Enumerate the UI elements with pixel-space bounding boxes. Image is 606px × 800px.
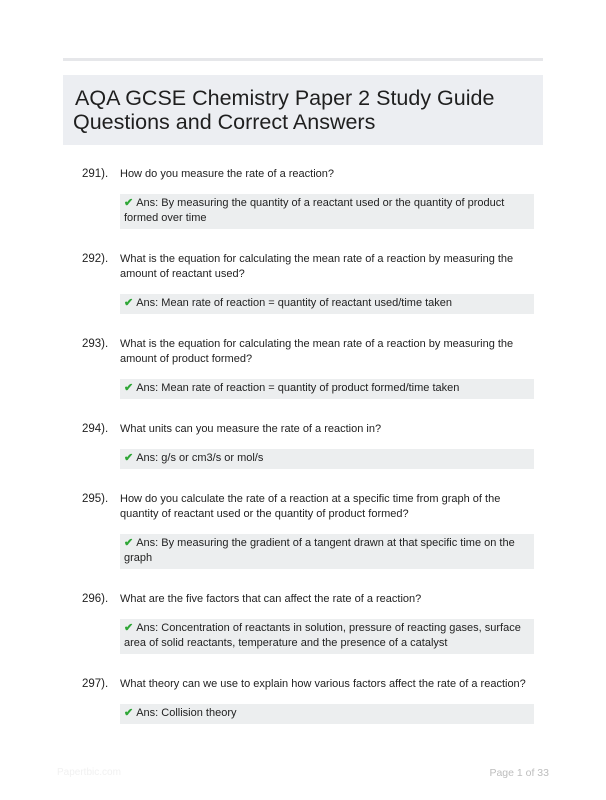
answer-text: Ans: Mean rate of reaction = quantity of product formed/time taken: [136, 382, 460, 394]
answer-box: [120, 194, 534, 229]
question-number: 293).: [82, 338, 109, 350]
answer-text: Ans: By measuring the quantity of a reactant used or the quantity of product formed over time: [124, 197, 505, 224]
page-indicator: Page 1 of 33: [489, 767, 549, 779]
question-item: [0, 167, 606, 229]
question-item: [0, 422, 606, 469]
question-text: What is the equation for calculating the mean rate of a reaction by measuring the amount of product formed?: [120, 338, 514, 365]
top-divider: [63, 58, 543, 61]
question-number: 295).: [82, 493, 109, 505]
question-number: 294).: [82, 423, 109, 435]
question-item: [0, 252, 606, 314]
answer-text: Ans: Mean rate of reaction = quantity of reactant used/time taken: [136, 297, 453, 309]
question-number: 296).: [82, 593, 109, 605]
question-number: 297).: [82, 678, 109, 690]
checkmark-icon: ✔: [124, 197, 134, 209]
footer-watermark: Papertbic.com: [57, 767, 121, 778]
checkmark-icon: ✔: [124, 537, 134, 549]
question-list: [0, 167, 606, 747]
question-number: 292).: [82, 253, 109, 265]
answer-box: [120, 619, 534, 654]
question-text: How do you calculate the rate of a reaction at a specific time from graph of the quantity of reactant used or the quantity of product formed?: [120, 493, 501, 520]
answer-text: Ans: By measuring the gradient of a tangent drawn at that specific time on the graph: [124, 537, 515, 564]
answer-box: [120, 704, 534, 724]
document-title-line-2: Questions and Correct Answers: [73, 110, 376, 134]
document-title-banner: [63, 75, 543, 145]
document-title-line-1: AQA GCSE Chemistry Paper 2 Study Guide: [75, 86, 495, 110]
checkmark-icon: ✔: [124, 297, 134, 309]
question-item: [0, 492, 606, 569]
checkmark-icon: ✔: [124, 707, 134, 719]
answer-text: Ans: Collision theory: [136, 707, 237, 719]
question-number: 291).: [82, 168, 109, 180]
answer-text: Ans: g/s or cm3/s or mol/s: [136, 452, 264, 464]
question-text: How do you measure the rate of a reaction?: [120, 168, 335, 180]
checkmark-icon: ✔: [124, 622, 134, 634]
answer-text: Ans: Concentration of reactants in solution, pressure of reacting gases, surface area of solid reactants, temperature and the presence of a catalyst: [124, 622, 521, 649]
question-text: What is the equation for calculating the mean rate of a reaction by measuring the amount of reactant used?: [120, 253, 514, 280]
answer-box: [120, 449, 534, 469]
question-text: What units can you measure the rate of a reaction in?: [120, 423, 382, 435]
checkmark-icon: ✔: [124, 452, 134, 464]
question-text: What theory can we use to explain how various factors affect the rate of a reaction?: [120, 678, 526, 690]
question-item: [0, 592, 606, 654]
checkmark-icon: ✔: [124, 382, 134, 394]
question-text: What are the five factors that can affect the rate of a reaction?: [120, 593, 422, 605]
question-item: [0, 337, 606, 399]
answer-box: [120, 379, 534, 399]
answer-box: [120, 534, 534, 569]
answer-box: [120, 294, 534, 314]
question-item: [0, 677, 606, 724]
